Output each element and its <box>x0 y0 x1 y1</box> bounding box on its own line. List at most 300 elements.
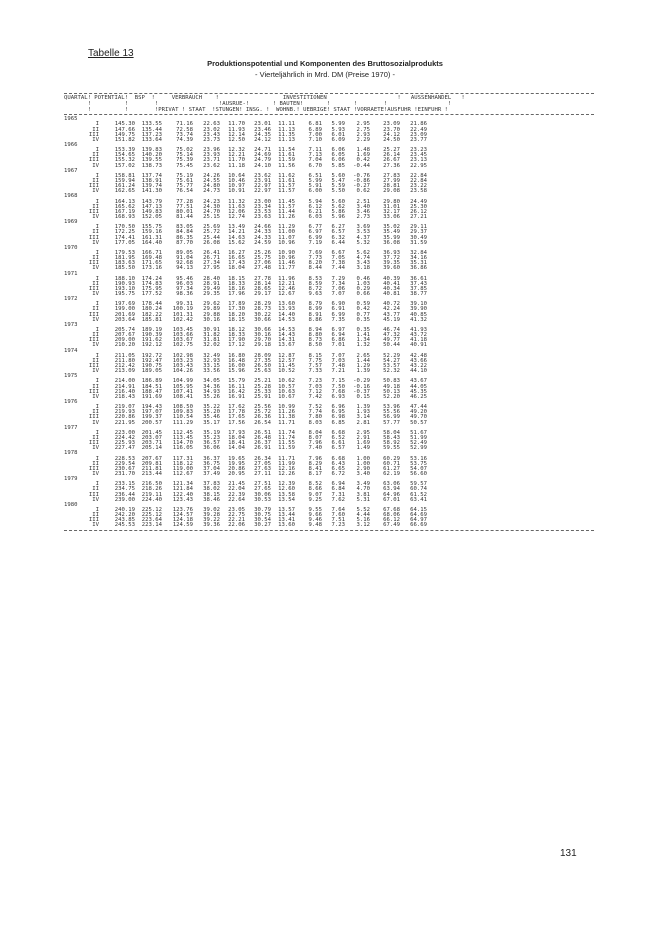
table-cell: 24.35 <box>254 131 271 138</box>
quarter-label: I <box>95 172 99 179</box>
table-cell: 22.97 <box>254 183 271 190</box>
table-cell: 39.60 <box>383 265 400 272</box>
table-cell: 218.26 <box>141 486 162 493</box>
table-cell: 30.66 <box>254 316 271 323</box>
table-cell: 190.93 <box>114 280 135 287</box>
table-cell: 155.32 <box>114 157 135 164</box>
table-cell: 165.62 <box>114 203 135 210</box>
table-cell: 36.61 <box>410 275 427 282</box>
quarter-label: II <box>92 280 99 287</box>
table-cell: 51.67 <box>410 429 427 436</box>
table-cell: 8.91 <box>308 311 322 318</box>
table-cell: 11.63 <box>228 203 245 210</box>
table-cell: 107.41 <box>172 388 193 395</box>
table-cell: 1.00 <box>356 455 370 462</box>
table-cell: 37.04 <box>203 465 220 472</box>
table-cell: 2.75 <box>356 126 370 133</box>
table-cell: 225.12 <box>141 506 162 513</box>
table-cell: 7.03 <box>308 383 322 390</box>
table-cell: 29.89 <box>203 306 220 313</box>
table-cell: 14.53 <box>278 316 295 323</box>
table-cell: 3.81 <box>356 491 370 498</box>
table-cell: 42.24 <box>383 306 400 313</box>
table-cell: 32.49 <box>203 352 220 359</box>
table-cell: 167.19 <box>114 208 135 215</box>
table-cell: 0.66 <box>356 291 370 298</box>
table-cell: 11.61 <box>278 152 295 159</box>
table-cell: 54.07 <box>410 465 427 472</box>
table-cell: 2.91 <box>356 435 370 441</box>
table-cell: 7.01 <box>331 342 345 349</box>
table-cell: 207.67 <box>114 332 135 339</box>
table-cell: 68.06 <box>383 512 400 519</box>
table-cell: 23.62 <box>254 172 271 179</box>
table-cell: 6.91 <box>331 306 345 313</box>
table-cell: 39.28 <box>203 512 220 519</box>
year-label: 1967 <box>64 167 78 174</box>
table-cell: 234.75 <box>114 486 135 493</box>
table-cell: 13.60 <box>278 522 295 529</box>
table-cell: 23.71 <box>203 157 220 164</box>
table-cell: 23.93 <box>203 152 220 159</box>
table-cell: 80.01 <box>176 208 193 215</box>
table-cell: 87.70 <box>176 239 193 246</box>
year-label: 1968 <box>64 193 78 200</box>
table-cell: 1.48 <box>356 147 370 154</box>
table-cell: 7.64 <box>331 506 345 513</box>
table-cell: 8.72 <box>308 285 322 292</box>
table-cell: 58.43 <box>383 435 400 441</box>
table-cell: 12.26 <box>278 470 295 477</box>
year-label: 1980 <box>64 501 78 508</box>
table-cell: 10.91 <box>228 188 245 195</box>
table-cell: 11.32 <box>228 198 245 205</box>
table-cell: 175.95 <box>141 285 162 292</box>
table-cell: 64.97 <box>410 517 427 524</box>
table-cell: 46.25 <box>410 393 427 400</box>
table-cell: 8.50 <box>308 342 322 349</box>
table-cell: 53.96 <box>383 404 400 411</box>
table-cell: 209.81 <box>141 460 162 467</box>
table-cell: 11.70 <box>228 157 245 164</box>
table-cell: 6.90 <box>331 301 345 308</box>
table-cell: 3.18 <box>356 265 370 272</box>
table-cell: 26.41 <box>203 249 220 256</box>
table-cell: 0.42 <box>356 306 370 313</box>
table-cell: 10.99 <box>278 404 295 411</box>
table-cell: 31.01 <box>383 203 400 210</box>
table-cell: 108.50 <box>172 404 193 411</box>
table-cell: 23.70 <box>383 126 400 133</box>
table-cell: -0.27 <box>353 183 370 190</box>
table-cell: 24.55 <box>203 177 220 184</box>
table-cell: 12.21 <box>228 152 245 159</box>
table-cell: 23.43 <box>203 131 220 138</box>
table-cell: 1.32 <box>356 342 370 349</box>
table-cell: 18.41 <box>228 440 245 447</box>
table-cell: 6.43 <box>331 460 345 467</box>
table-cell: 11.74 <box>278 435 295 441</box>
table-cell: 104.26 <box>172 368 193 375</box>
table-cell: 194.43 <box>141 404 162 411</box>
table-cell: 22.63 <box>203 121 220 128</box>
table-cell: 26.14 <box>383 152 400 159</box>
header-rule <box>64 114 594 115</box>
table-cell: 220.86 <box>114 414 135 421</box>
table-cell: 73.74 <box>176 131 193 138</box>
table-cell: 102.98 <box>172 352 193 359</box>
table-cell: 75.45 <box>176 162 193 169</box>
table-cell: 28.40 <box>203 275 220 282</box>
table-cell: 1.69 <box>356 152 370 159</box>
table-cell: 7.21 <box>331 368 345 375</box>
table-cell: 30.06 <box>254 491 271 498</box>
table-cell: 151.82 <box>114 136 135 143</box>
table-cell: 121.84 <box>172 486 193 493</box>
table-cell: 23.77 <box>410 136 427 143</box>
table-cell: 11.62 <box>278 172 295 179</box>
quarter-label: III <box>88 517 99 524</box>
page-number: 131 <box>560 848 577 859</box>
table-cell: 27.83 <box>383 172 400 179</box>
table-cell: 2.65 <box>356 352 370 359</box>
table-cell: 2.90 <box>356 465 370 472</box>
table-cell: 5.86 <box>331 208 345 215</box>
table-cell: 199.37 <box>141 414 162 421</box>
table-cell: 24.66 <box>254 224 271 231</box>
table-cell: 158.81 <box>114 172 135 179</box>
table-cell: 11.59 <box>278 445 295 452</box>
year-label: 1976 <box>64 399 78 406</box>
table-cell: 11.93 <box>228 126 245 133</box>
table-cell: 12.16 <box>278 465 295 472</box>
table-cell: 6.99 <box>308 234 322 241</box>
table-cell: 17.12 <box>228 342 245 349</box>
table-cell: 8.99 <box>308 306 322 313</box>
table-cell: 105.95 <box>172 383 193 390</box>
table-cell: 7.60 <box>331 512 345 519</box>
table-cell: 7.00 <box>308 131 322 138</box>
table-cell: 8.80 <box>308 332 322 339</box>
table-cell: 100.19 <box>172 306 193 313</box>
table-cell: 50.57 <box>410 419 427 426</box>
table-cell: 12.74 <box>228 213 245 220</box>
table-cell: 26.12 <box>410 208 427 215</box>
table-cell: 147.66 <box>114 126 135 133</box>
table-cell: 185.81 <box>141 316 162 323</box>
table-cell: 219.93 <box>114 409 135 416</box>
table-cell: 25.33 <box>254 388 271 395</box>
table-cell: 26.34 <box>254 455 271 462</box>
quarter-label: I <box>95 224 99 231</box>
table-cell: 245.53 <box>114 522 135 529</box>
table-cell: 9.66 <box>308 512 322 519</box>
quarter-label: I <box>95 121 99 128</box>
table-cell: 8.86 <box>308 316 322 323</box>
table-cell: 1.39 <box>356 368 370 375</box>
table-cell: 60.71 <box>383 460 400 467</box>
table-cell: 30.79 <box>254 506 271 513</box>
table-cell: 199.00 <box>114 306 135 313</box>
table-cell: 7.12 <box>308 388 322 395</box>
table-cell: 6.85 <box>331 419 345 426</box>
table-cell: 123.76 <box>172 506 193 513</box>
table-cell: 6.96 <box>331 404 345 411</box>
table-cell: 8.41 <box>308 465 322 472</box>
table-cell: 39.90 <box>410 306 427 313</box>
table-cell: 53.75 <box>410 460 427 467</box>
table-cell: 177.52 <box>141 291 162 298</box>
table-cell: 23.96 <box>203 147 220 154</box>
quarter-label: IV <box>92 316 99 323</box>
table-cell: 28.91 <box>203 280 220 287</box>
table-cell: 7.35 <box>331 316 345 323</box>
table-cell: 139.83 <box>141 147 162 154</box>
table-cell: -0.37 <box>353 388 370 395</box>
table-cell: 94.13 <box>176 265 193 272</box>
table-cell: 205.74 <box>114 327 135 334</box>
table-cell: 11.35 <box>278 131 295 138</box>
quarter-label: IV <box>92 470 99 477</box>
table-cell: 35.23 <box>203 435 220 441</box>
quarter-label: IV <box>92 419 99 426</box>
table-cell: 17.62 <box>228 404 245 411</box>
table-row <box>64 523 594 528</box>
table-cell: 23.46 <box>254 126 271 133</box>
table-cell: 118.12 <box>172 460 193 467</box>
table-title: Produktionspotential und Komponenten des Bruttosozialprodukts <box>207 59 443 68</box>
table-cell: 184.51 <box>141 383 162 390</box>
table-cell: 211.80 <box>114 357 135 364</box>
table-cell: 8.66 <box>308 486 322 493</box>
table-cell: 212.42 <box>114 363 135 370</box>
table-cell: 38.77 <box>410 291 427 298</box>
table-cell: 25.91 <box>254 393 271 400</box>
header-line-2: ! ! ! !AUSRUE-! ! BAUTEN! ! ! ! ! <box>64 101 452 108</box>
table-cell: 7.07 <box>331 291 345 298</box>
table-cell: 229.54 <box>114 460 135 467</box>
table-cell: 224.40 <box>141 496 162 503</box>
table-cell: 23.53 <box>254 208 271 215</box>
table-cell: 63.41 <box>410 496 427 503</box>
table-cell: 4.74 <box>356 255 370 262</box>
table-cell: 52.32 <box>383 368 400 375</box>
table-cell: 76.54 <box>176 188 193 195</box>
table-cell: 141.30 <box>141 188 162 195</box>
table-cell: 0.42 <box>356 157 370 164</box>
table-cell: 39.35 <box>383 260 400 267</box>
table-cell: 11.61 <box>278 177 295 184</box>
table-cell: 5.59 <box>331 183 345 190</box>
table-cell: 22.21 <box>228 517 245 524</box>
quarter-label: II <box>92 255 99 262</box>
table-cell: 11.38 <box>278 414 295 421</box>
table-cell: 8.04 <box>308 429 322 436</box>
table-cell: 18.15 <box>228 316 245 323</box>
table-cell: 214.91 <box>114 383 135 390</box>
table-cell: 29.62 <box>203 301 220 308</box>
table-cell: 13.60 <box>278 301 295 308</box>
table-cell: 23.01 <box>254 121 271 128</box>
table-cell: 117.31 <box>172 455 193 462</box>
table-cell: 5.99 <box>331 121 345 128</box>
table-cell: 7.13 <box>308 152 322 159</box>
table-cell: 23.09 <box>383 121 400 128</box>
table-cell: 39.02 <box>203 506 220 513</box>
table-cell: 195.75 <box>114 291 135 298</box>
quarter-label: I <box>95 249 99 256</box>
table-cell: 124.57 <box>172 512 193 519</box>
table-cell: 5.50 <box>331 188 345 195</box>
table-cell: 30.16 <box>203 316 220 323</box>
table-cell: 28.14 <box>254 280 271 287</box>
table-cell: 17.30 <box>228 306 245 313</box>
table-cell: 3.53 <box>356 229 370 236</box>
table-cell: 216.50 <box>141 481 162 488</box>
table-cell: 25.75 <box>254 255 271 262</box>
table-cell: 6.95 <box>331 409 345 416</box>
table-cell: 25.15 <box>203 213 220 220</box>
table-cell: 18.04 <box>228 435 245 441</box>
table-cell: 24.50 <box>383 136 400 143</box>
table-cell: 26.91 <box>254 445 271 452</box>
table-cell: 30.49 <box>410 234 427 241</box>
table-cell: 2.73 <box>356 213 370 220</box>
table-cell: 14.31 <box>278 337 295 344</box>
quarter-label: III <box>88 208 99 215</box>
table-cell: 3.14 <box>356 414 370 421</box>
table-cell: 27.11 <box>254 470 271 477</box>
table-cell: 1.34 <box>356 337 370 344</box>
table-cell: 16.42 <box>228 388 245 395</box>
table-cell: 11.55 <box>278 440 295 447</box>
table-cell: 29.35 <box>203 291 220 298</box>
table-cell: 56.60 <box>410 470 427 477</box>
table-cell: 197.69 <box>114 301 135 308</box>
table-cell: 6.86 <box>331 337 345 344</box>
table-cell: 7.48 <box>331 363 345 370</box>
quarter-label: III <box>88 363 99 370</box>
table-cell: 24.69 <box>254 152 271 159</box>
table-cell: 25.44 <box>203 234 220 241</box>
table-cell: 11.74 <box>278 429 295 436</box>
table-cell: 209.00 <box>114 337 135 344</box>
table-cell: 25.63 <box>254 368 271 375</box>
table-cell: 39.10 <box>410 301 427 308</box>
table-cell: 29.70 <box>254 337 271 344</box>
table-cell: 30.91 <box>203 327 220 334</box>
table-cell: 23.23 <box>410 147 427 154</box>
table-cell: 23.73 <box>203 136 220 143</box>
table-cell: 8.17 <box>308 470 322 477</box>
table-cell: 103.23 <box>172 357 193 364</box>
table-cell: 6.70 <box>308 162 322 169</box>
table-cell: 5.94 <box>308 198 322 205</box>
table-cell: 19.95 <box>228 460 245 467</box>
table-cell: 7.34 <box>331 280 345 287</box>
table-cell: -0.76 <box>353 172 370 179</box>
table-cell: 15.96 <box>228 368 245 375</box>
table-cell: 38.02 <box>203 486 220 493</box>
table-cell: 7.04 <box>308 157 322 164</box>
table-cell: 23.22 <box>410 183 427 190</box>
quarter-label: I <box>95 429 99 436</box>
table-cell: 149.75 <box>114 131 135 138</box>
table-cell: 6.94 <box>331 481 345 488</box>
table-cell: 11.71 <box>278 455 295 462</box>
table-cell: 5.60 <box>331 198 345 205</box>
table-cell: 75.77 <box>176 183 193 190</box>
table-cell: 8.79 <box>308 301 322 308</box>
table-cell: 34.05 <box>203 378 220 385</box>
table-cell: 152.05 <box>141 213 162 220</box>
table-cell: 7.73 <box>308 255 322 262</box>
table-cell: 214.00 <box>114 378 135 385</box>
table-cell: 24.33 <box>254 229 271 236</box>
table-cell: 36.93 <box>383 249 400 256</box>
quarter-label: I <box>95 198 99 205</box>
table-cell: 211.81 <box>141 465 162 472</box>
table-cell: 75.02 <box>176 147 193 154</box>
table-cell: 7.29 <box>331 275 345 282</box>
table-cell: 30.27 <box>254 522 271 529</box>
table-cell: 18.33 <box>228 280 245 287</box>
quarter-label: I <box>95 481 99 488</box>
table-cell: 6.57 <box>331 229 345 236</box>
table-cell: 116.05 <box>172 445 193 452</box>
table-cell: 5.62 <box>331 203 345 210</box>
table-cell: 169.48 <box>141 255 162 262</box>
quarter-label: III <box>88 285 99 292</box>
table-cell: 6.32 <box>331 234 345 241</box>
table-cell: 25.21 <box>254 378 271 385</box>
table-cell: 95.46 <box>176 275 193 282</box>
table-cell: 61.27 <box>383 465 400 472</box>
table-cell: 13.49 <box>228 224 245 231</box>
table-cell: 11.99 <box>278 460 295 467</box>
table-cell: 13.54 <box>278 496 295 503</box>
table-cell: 24.70 <box>203 208 220 215</box>
table-cell: 5.47 <box>331 177 345 184</box>
table-cell: 12.06 <box>228 208 245 215</box>
table-cell: 36.86 <box>410 265 427 272</box>
quarter-label: IV <box>92 496 99 503</box>
table-cell: 44.10 <box>410 368 427 375</box>
table-cell: 155.75 <box>141 224 162 231</box>
table-cell: 77.28 <box>176 198 193 205</box>
table-cell: 59.57 <box>410 481 427 488</box>
table-cell: 102.42 <box>172 316 193 323</box>
table-cell: 24.79 <box>254 157 271 164</box>
table-cell: 28.09 <box>254 352 271 359</box>
table-cell: 25.26 <box>254 249 271 256</box>
table-cell: 5.91 <box>308 183 322 190</box>
year-label: 1969 <box>64 219 78 226</box>
table-cell: 25.27 <box>383 147 400 154</box>
quarter-label: III <box>88 157 99 164</box>
table-cell: 10.97 <box>228 183 245 190</box>
table-cell: 210.20 <box>114 342 135 349</box>
table-cell: 34.36 <box>203 383 220 390</box>
table-cell: 24.12 <box>254 136 271 143</box>
table-cell: 153.39 <box>114 147 135 154</box>
table-cell: 27.21 <box>410 213 427 220</box>
table-cell: 86.35 <box>176 234 193 241</box>
table-cell: 1.44 <box>356 357 370 364</box>
table-cell: 6.01 <box>331 131 345 138</box>
table-cell: 40.39 <box>383 275 400 282</box>
table-cell: 6.89 <box>308 126 322 133</box>
